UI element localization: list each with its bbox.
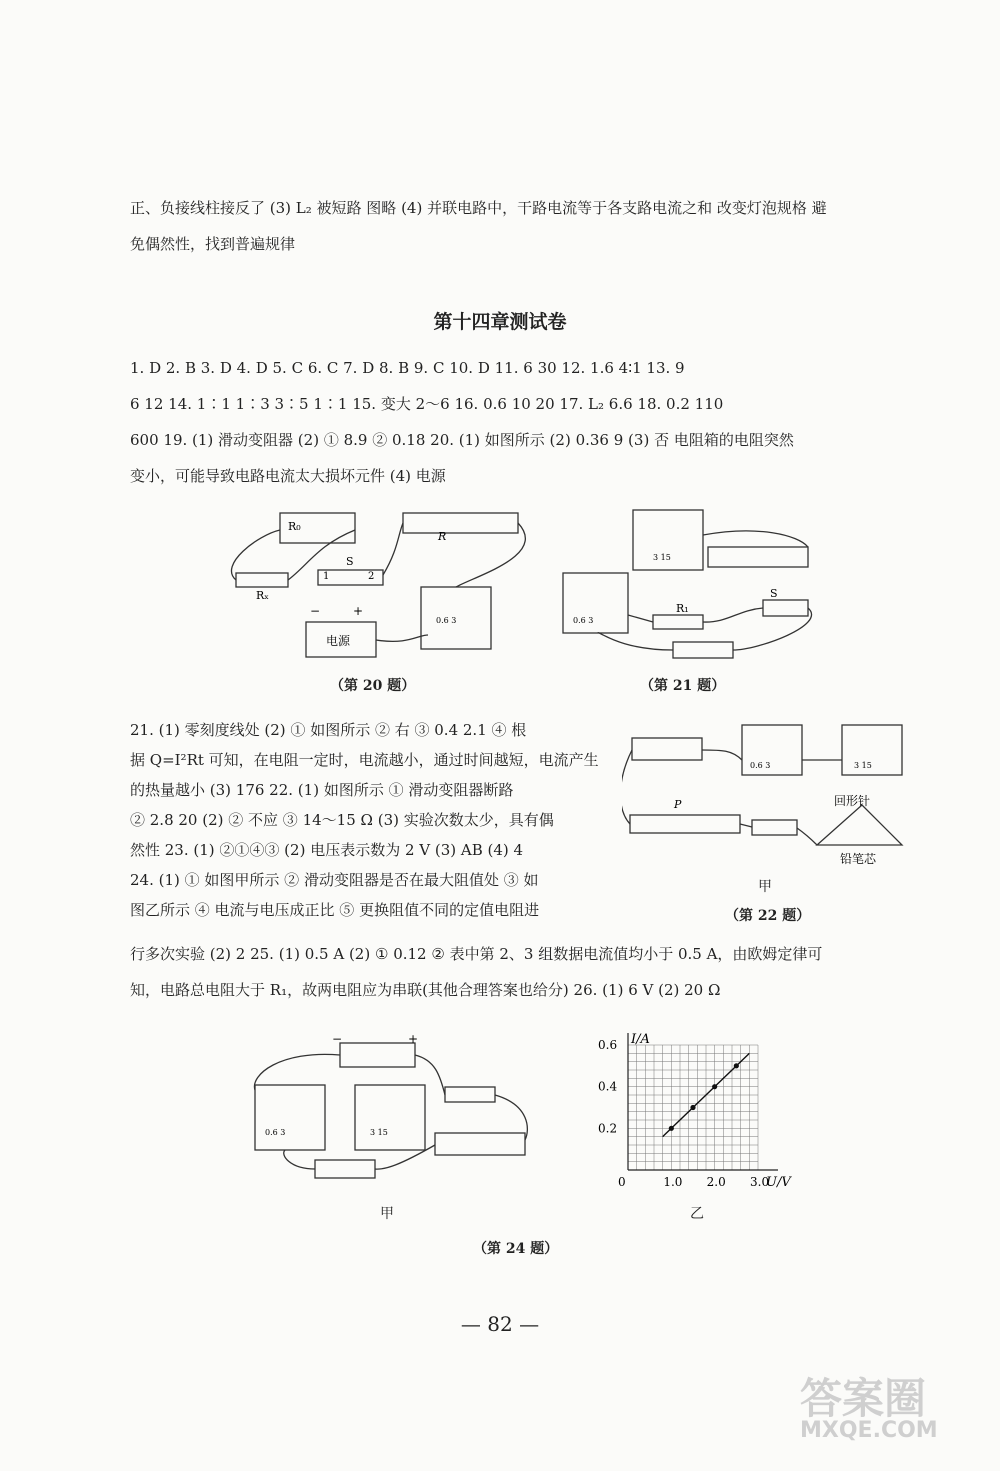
rheostat-21 (708, 547, 808, 567)
label-r1: R₁ (676, 602, 689, 615)
section-title: 第十四章测试卷 (433, 311, 567, 333)
rheostat-22 (630, 815, 740, 833)
label-r: R (438, 530, 447, 543)
answer-line: 1. D 2. B 3. D 4. D 5. C 6. C 7. D 8. B 9. C 10. D 11. 6 30 12. 1.6 4∶1 13. 9 (130, 359, 685, 377)
ammeter-scale: 0.6 3 (573, 616, 594, 625)
answer-line: ② 2.8 20 (2) ② 不应 ③ 14～15 Ω (3) 实验次数太少，具有偶 (130, 811, 554, 829)
voltmeter-24 (355, 1085, 425, 1150)
label-r0: R₀ (288, 520, 301, 533)
continuation-text (130, 190, 910, 262)
switch-24 (445, 1087, 495, 1102)
y-axis-label: I/A (631, 1032, 650, 1047)
answer-line: 6 12 14. 1∶1 1∶3 3∶5 1∶1 15. 变大 2～6 16. 0.6 10 20 17. L₂ 6.6 18. 0.2 110 (130, 395, 724, 413)
label-rx: Rₓ (256, 589, 269, 602)
resistor-r1 (653, 615, 703, 629)
label-power: 电源 (326, 634, 351, 648)
voltmeter-scale: 3 15 (653, 553, 671, 562)
answer-line: 然性 23. (1) ②①④③ (2) 电压表示数为 2 V (3) AB (4) 4 (130, 841, 524, 859)
label-terminal-1: 1 (323, 571, 330, 582)
data-point (734, 1063, 739, 1068)
label-p: P (674, 798, 682, 811)
text-line: 正、负接线柱接反了 (3) L₂ 被短路 图略 (4) 并联电路中，干路电流等于各支路电流之和 改变灯泡规格 避 (130, 199, 827, 217)
fig-24-right-label: 乙 (690, 1206, 704, 1222)
x-tick-label: 1.0 (663, 1175, 683, 1189)
y-tick-label: 0.6 (598, 1038, 618, 1052)
x-tick-label: 0 (618, 1175, 626, 1189)
caption-fig-24: （第 24 题） (473, 1241, 559, 1257)
label-minus: − (332, 1035, 343, 1046)
watermark-text: 答案圈 (800, 1374, 927, 1423)
answer-line: 21. (1) 零刻度线处 (2) ① 如图所示 ② 右 ③ 0.4 2.1 ④ 根 (130, 721, 527, 739)
battery-21 (673, 642, 733, 658)
chart-axes (598, 1033, 778, 1189)
answer-line: 600 19. (1) 滑动变阻器 (2) ① 8.9 ② 0.18 20. (1) 如图所示 (2) 0.36 9 (3) 否 电阻箱的电阻突然 (130, 431, 794, 449)
answers-24-26 (130, 936, 910, 1008)
answers-21-24 (130, 715, 620, 925)
fig-24-left-label: 甲 (380, 1206, 394, 1222)
answer-line: 24. (1) ① 如图甲所示 ② 滑动变阻器是否在最大阻值处 ③ 如 (130, 871, 539, 889)
ammeter-scale: 0.6 3 (436, 616, 457, 625)
figure-22-circuit (622, 720, 912, 870)
rheostat-24 (435, 1133, 525, 1155)
data-point (712, 1084, 717, 1089)
caption-fig-22: （第 22 题） (725, 908, 811, 924)
data-point (669, 1126, 674, 1131)
text-line: 免偶然性，找到普遍规律 (130, 235, 296, 253)
voltmeter-scale: 3 15 (370, 1128, 388, 1137)
ammeter-scale: 0.6 3 (750, 761, 771, 770)
battery-22 (632, 738, 702, 760)
answer-line: 知，电路总电阻大于 R₁，故两电阻应为串联(其他合理答案也给分) 26. (1) 6 V (2) 20 Ω (130, 981, 721, 999)
battery-24 (340, 1043, 415, 1067)
answer-line: 据 Q=I²Rt 可知，在电阻一定时，电流越小，通过时间越短，电流产生 (130, 751, 599, 769)
pencil-lead-setup (817, 805, 902, 845)
y-tick-label: 0.2 (598, 1121, 618, 1136)
answer-line: 变小，可能导致电路电流太大损坏元件 (4) 电源 (130, 467, 446, 485)
label-plus: + (353, 604, 364, 618)
label-plus: + (408, 1035, 419, 1046)
voltmeter-22 (842, 725, 902, 775)
x-tick-label: 2.0 (706, 1175, 726, 1189)
label-s: S (346, 555, 354, 568)
switch-22 (752, 820, 797, 835)
switch-21 (763, 600, 808, 616)
caption-fig-21: （第 21 题） (640, 678, 726, 694)
resistor-rx (236, 573, 288, 587)
label-pencil-lead: 铅笔芯 (840, 852, 877, 866)
label-terminal-2: 2 (368, 571, 375, 582)
y-tick-label: 0.4 (598, 1079, 618, 1094)
label-paperclip: 回形针 (834, 794, 871, 808)
x-tick-label: 3.0 (750, 1175, 770, 1189)
answer-line: 行多次实验 (2) 2 25. (1) 0.5 A (2) ① 0.12 ② 表中第 2、3 组数据电流值均小于 0.5 A，由欧姆定律可 (130, 945, 823, 963)
voltmeter-scale: 3 15 (854, 761, 872, 770)
label-s: S (770, 587, 778, 600)
x-axis-label: U/V (766, 1175, 791, 1190)
fig-22-sublabel: 甲 (758, 879, 772, 895)
ammeter-scale: 0.6 3 (265, 1128, 286, 1137)
caption-fig-20: （第 20 题） (330, 678, 416, 694)
figure-21-circuit (558, 505, 818, 665)
ammeter-24 (255, 1085, 325, 1150)
rheostat (403, 513, 518, 533)
answers-block (130, 350, 910, 494)
figure-24-circuit (240, 1035, 540, 1190)
watermark-url: MXQE.COM (800, 1418, 938, 1443)
answer-line: 图乙所示 ④ 电流与电压成正比 ⑤ 更换阻值不同的定值电阻进 (130, 901, 540, 919)
data-point (690, 1105, 695, 1110)
resistor-24 (315, 1160, 375, 1178)
figure-24-chart (590, 1030, 800, 1190)
page-number: — 82 — (460, 1312, 540, 1336)
figure-20-circuit (228, 495, 528, 665)
label-minus: − (310, 604, 321, 618)
answer-line: 的热量越小 (3) 176 22. (1) 如图所示 ① 滑动变阻器断路 (130, 781, 514, 799)
watermark-logo (800, 1374, 938, 1443)
